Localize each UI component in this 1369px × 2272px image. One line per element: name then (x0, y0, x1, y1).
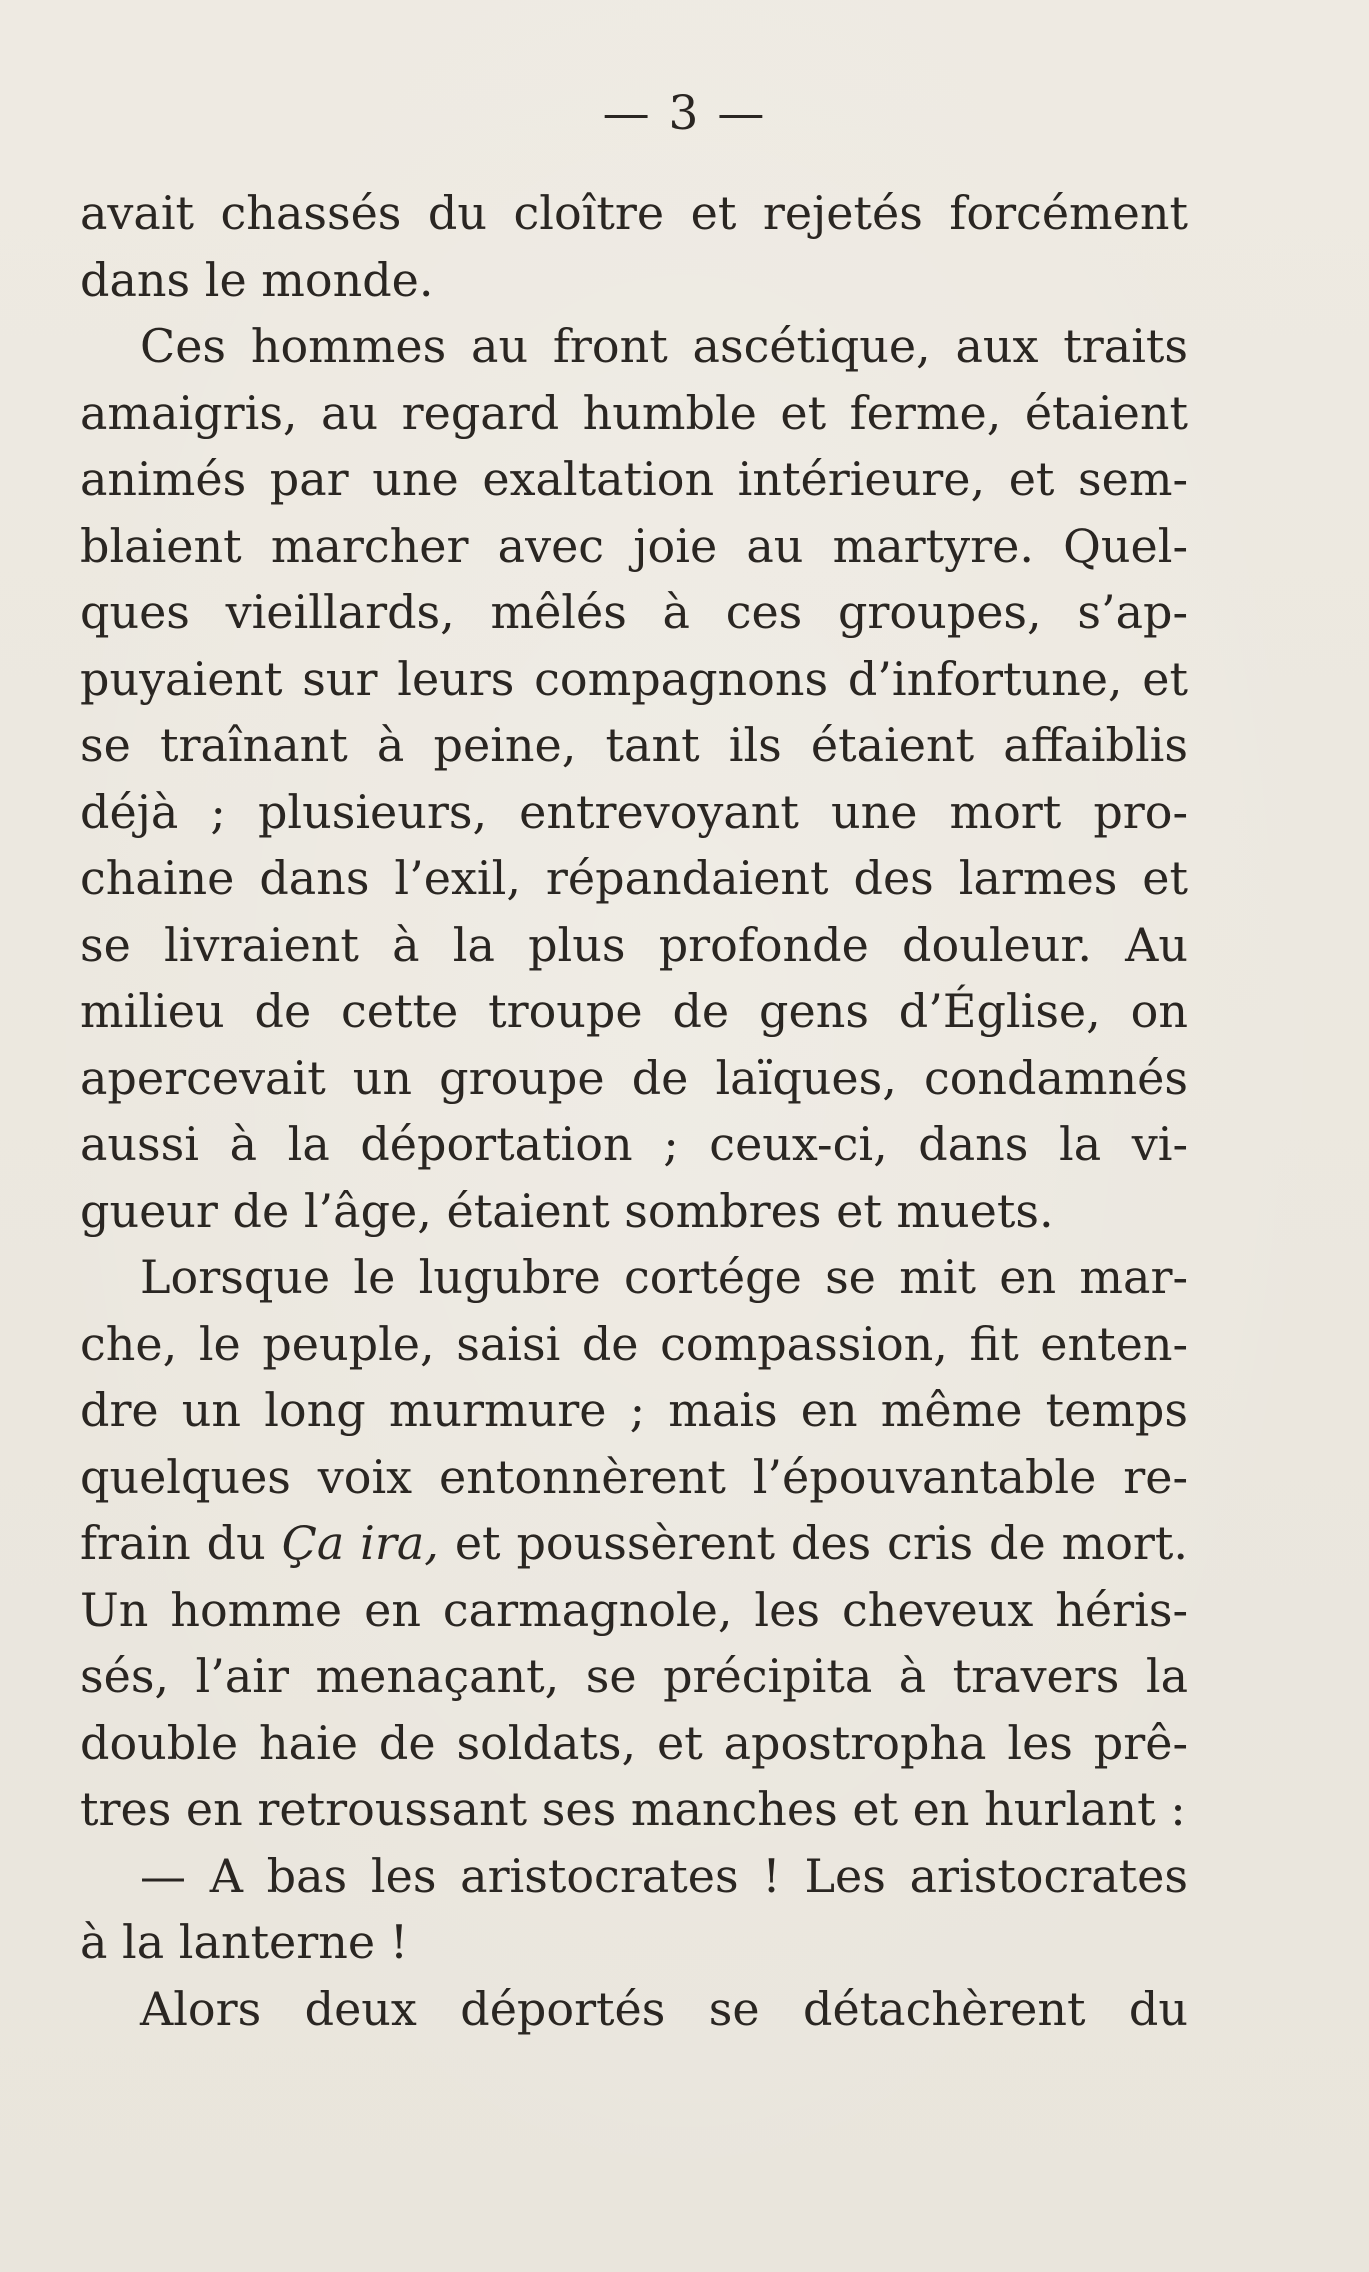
text-segment: puyaient sur leurs compagnons d’infortune, et (80, 651, 1188, 706)
text-segment: déjà ; plusieurs, entrevoyant une mort pro- (80, 784, 1188, 839)
text-segment: quelques voix entonnèrent l’épouvantable re- (80, 1449, 1188, 1504)
text-line (80, 646, 1188, 713)
text-line (80, 978, 1188, 1045)
text-segment: frain du (80, 1516, 282, 1570)
text-line (80, 712, 1188, 779)
text-line (80, 579, 1188, 646)
text-line (80, 446, 1188, 513)
text-line (80, 1111, 1188, 1178)
body-text (80, 180, 1188, 2042)
text-line (80, 380, 1188, 447)
text-line (80, 1843, 1188, 1910)
text-segment: se livraient à la plus profonde douleur. Au (80, 917, 1188, 972)
text-line (80, 1976, 1188, 2043)
text-segment: — A bas les aristocrates ! Les aristocrates (140, 1848, 1188, 1903)
text-line (80, 1178, 1188, 1245)
paragraph (80, 1976, 1188, 2043)
text-line (80, 1776, 1188, 1843)
text-segment: amaigris, au regard humble et ferme, étaient (80, 385, 1188, 440)
paragraph (80, 313, 1188, 1244)
text-segment: Ces hommes au front ascétique, aux traits (140, 319, 1188, 373)
text-segment: dans le monde. (80, 252, 434, 307)
text-segment: chaine dans l’exil, répandaient des larmes et (80, 851, 1188, 905)
text-segment: Un homme en carmagnole, les cheveux héris- (80, 1582, 1188, 1637)
text-line (80, 1045, 1188, 1112)
text-segment: che, le peuple, saisi de compassion, fit enten- (80, 1316, 1188, 1371)
text-segment: gueur de l’âge, étaient sombres et muets. (80, 1183, 1054, 1238)
text-line (80, 1444, 1188, 1511)
text-line (80, 313, 1188, 380)
text-segment: tres en retroussant ses manches et en hurlant : (80, 1782, 1186, 1836)
text-segment: ques vieillards, mêlés à ces groupes, s’ap- (80, 585, 1188, 639)
text-line (80, 845, 1188, 912)
text-line (80, 1710, 1188, 1777)
text-segment: avait chassés du cloître et rejetés forcément (80, 186, 1188, 240)
text-line (80, 1311, 1188, 1378)
text-line (80, 1643, 1188, 1710)
paragraph (80, 180, 1188, 313)
text-line (80, 180, 1188, 247)
text-line (80, 779, 1188, 846)
text-segment: à la lanterne ! (80, 1915, 409, 1969)
text-segment: double haie de soldats, et apostropha les prê- (80, 1715, 1188, 1770)
text-line (80, 1244, 1188, 1311)
text-line (80, 912, 1188, 979)
paragraph (80, 1843, 1188, 1976)
text-segment: Lorsque le lugubre cortége se mit en mar- (140, 1250, 1188, 1304)
text-segment: se traînant à peine, tant ils étaient affaiblis (80, 718, 1188, 772)
text-segment: aussi à la déportation ; ceux-ci, dans la vi- (80, 1117, 1188, 1171)
italic-text: Ça ira, (281, 1516, 439, 1570)
text-line (80, 1510, 1188, 1577)
text-line (80, 1377, 1188, 1444)
text-line (80, 1909, 1188, 1976)
text-segment: Alors deux déportés se détachèrent du (140, 1981, 1188, 2036)
text-segment: et poussèrent des cris de mort. (438, 1516, 1189, 1570)
page-number: — 3 — (602, 86, 767, 141)
text-segment: apercevait un groupe de laïques, condamnés (80, 1050, 1188, 1105)
text-segment: animés par une exaltation intérieure, et sem- (80, 452, 1188, 506)
paragraph (80, 1244, 1188, 1843)
text-line (80, 1577, 1188, 1644)
text-segment: sés, l’air menaçant, se précipita à travers la (80, 1649, 1188, 1703)
text-segment: dre un long murmure ; mais en même temps (80, 1383, 1188, 1437)
text-segment: milieu de cette troupe de gens d’Église, on (80, 984, 1188, 1038)
text-line (80, 247, 1188, 314)
text-segment: blaient marcher avec joie au martyre. Quel- (80, 518, 1188, 573)
text-line (80, 513, 1188, 580)
